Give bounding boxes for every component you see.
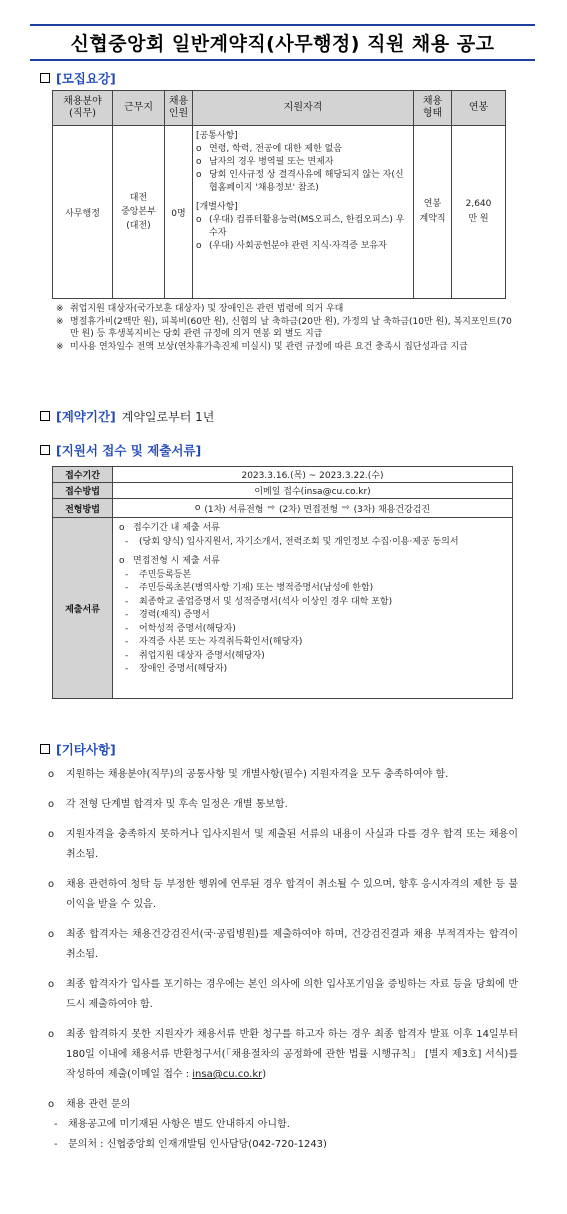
cell-location: 대전 중앙본부 (대전) [113, 126, 165, 299]
section-title: [모집요강] [56, 71, 116, 86]
bullet-mark: o [48, 769, 55, 780]
dash-mark: - [125, 664, 129, 674]
docs-item [119, 636, 506, 650]
section-title: [지원서 접수 및 제출서류] [56, 443, 202, 458]
cell-count: 0명 [165, 126, 193, 299]
contract-period: 계약일로부터 1년 [121, 409, 215, 424]
bullet-mark: o [48, 979, 55, 990]
docs-item-text: 주민등록등본 [139, 569, 192, 580]
table-header-row [53, 91, 506, 126]
bullet-mark: o [196, 170, 202, 180]
docs-item-text: 자격증 사본 또는 자격취득확인서(해당자) [139, 637, 303, 647]
note-text: 취업지원 대상자(국가보훈 대상자) 및 장애인은 관련 법령에 의거 우대 [70, 304, 344, 314]
qual-item [196, 240, 410, 253]
qual-item-text: 당회 인사규정 상 결격사유에 해당되지 않는 자(신협홈페이지 '채용정보' 참조) [209, 170, 404, 193]
list-item: o 채용 관련 문의 [48, 1095, 518, 1115]
bullet-mark: o [48, 799, 55, 810]
method-label: 접수방법 [53, 483, 113, 499]
process-step: (3차) 채용건강검진 [353, 504, 431, 515]
inquiry-list [48, 1115, 518, 1155]
docs-item [119, 650, 506, 664]
section-misc-heading [40, 740, 116, 758]
email-link[interactable]: insa@cu.co.kr [192, 1069, 263, 1080]
bullet-mark: o [196, 241, 202, 251]
misc-list [48, 765, 518, 1155]
section-title: [기타사항] [56, 742, 116, 757]
notes-list [56, 303, 516, 353]
misc-item-text: 각 전형 단계별 합격자 및 후속 일정은 개별 통보함. [66, 799, 288, 810]
cell-type: 연봉 계약직 [414, 126, 452, 299]
docs-item-text: 장애인 증명서(해당자) [139, 664, 228, 674]
bullet-mark: o [196, 215, 202, 225]
docs-value [113, 518, 513, 699]
list-item [48, 925, 518, 965]
table-row [53, 518, 513, 699]
section-apply-heading [40, 441, 201, 459]
qual-item-text: (우대) 사회공헌분야 관련 지식·자격증 보유자 [209, 241, 387, 251]
docs-item [119, 663, 506, 677]
docs-item-text: 어학성적 증명서(해당자) [139, 623, 236, 634]
inquiry-heading: 채용 관련 문의 [66, 1099, 131, 1110]
page-title: 신협중앙회 일반계약직(사무행정) 직원 채용 공고 [30, 24, 535, 61]
bullet-mark: o [48, 929, 55, 940]
note-item [56, 341, 516, 354]
section-title: [계약기간] [56, 409, 116, 424]
col-header: 지원자격 [193, 91, 414, 126]
list-item [48, 975, 518, 1015]
table-row [53, 483, 513, 499]
docs-group-list [119, 536, 506, 550]
list-item [48, 825, 518, 865]
docs-item-text: 경력(재직) 증명서 [139, 610, 210, 620]
note-item [56, 316, 516, 341]
dash-mark: - [125, 569, 129, 580]
qual-common-list [196, 143, 410, 195]
qual-individual-list [196, 214, 410, 253]
list-item: o 최종 합격하지 못한 지원자가 채용서류 반환 청구를 하고자 하는 경우 최종 합격자 발표 이후 14일부터 180일 이내에 채용서류 반환청구서(「채용절차의 공정화에 관한 법률 시행규칙」 [별지 제3호] 서식)를 작성하여 제출(이메일 접수 : insa@cu.co.kr) [48, 1029, 518, 1080]
inquiry-item [54, 1135, 518, 1155]
dash-mark: - [125, 536, 129, 547]
dash-mark: - [125, 583, 129, 593]
bullet-mark: o [48, 829, 55, 840]
bullet-mark: o [194, 503, 201, 513]
cell-field: 사무행정 [53, 126, 113, 299]
cell-salary: 2,640 만 원 [452, 126, 506, 299]
col-header: 연봉 [452, 91, 506, 126]
bullet-mark: o [196, 157, 202, 167]
dash-mark: - [125, 623, 129, 634]
checkbox-square-icon [40, 411, 50, 421]
docs-item-text: (당회 양식) 입사지원서, 자기소개서, 전력조회 및 개인정보 수집·이용·제공 동의서 [139, 536, 459, 547]
col-header: 채용 형태 [414, 91, 452, 126]
process-label: 전형방법 [53, 499, 113, 518]
inquiry-item-text: 문의처 : 신협중앙회 인재개발팀 인사담당(042-720-1243) [68, 1139, 327, 1150]
process-step: (1차) 서류전형 [204, 504, 264, 515]
docs-item-text: 주민등록초본(병역사항 기재) 또는 병적증명서(남성에 한함) [139, 583, 374, 593]
note-mark: ※ [56, 341, 64, 352]
checkbox-square-icon [40, 744, 50, 754]
qual-item [196, 143, 410, 156]
process-flow [113, 502, 512, 515]
apply-table [52, 466, 513, 699]
misc-item-text: 최종 합격자가 입사를 포기하는 경우에는 본인 의사에 의한 입사포기임을 증빙하는 자료 등을 당회에 반드시 제출하여야 함. [66, 979, 518, 1010]
table-row [53, 467, 513, 483]
misc-last-text: 최종 합격하지 못한 지원자가 채용서류 반환 청구를 하고자 하는 경우 최종 합격자 발표 이후 14일부터 180일 이내에 채용서류 반환청구서(「채용절차의 공정화에 관한 법률 시행규칙」 [별지 제3호] 서식)를 작성하여 제출(이메일 접수 : [66, 1029, 518, 1080]
cell-qualifications [193, 126, 414, 299]
list-item [48, 875, 518, 915]
qual-item [196, 156, 410, 169]
dash-mark: - [125, 596, 129, 607]
docs-item-text: 최종학교 졸업증명서 및 성적증명서(석사 이상인 경우 대학 포함) [139, 596, 393, 607]
qual-item [196, 169, 410, 195]
note-text: 미사용 연차일수 전액 보상(연차휴가촉진제 미실시) 및 관련 규정에 따른 요건 충족시 집단성과급 지급 [70, 341, 468, 352]
note-item [56, 303, 516, 316]
process-step: (2차) 면접전형 [279, 504, 339, 515]
bullet-mark: o [48, 879, 55, 890]
docs-item-text: 취업지원 대상자 증명서(해당자) [139, 650, 265, 661]
docs-item [119, 623, 506, 637]
list-item [48, 765, 518, 785]
col-header: 채용 인원 [165, 91, 193, 126]
qual-item [196, 214, 410, 240]
table-row [53, 126, 506, 299]
period-label: 접수기간 [53, 467, 113, 483]
checkbox-square-icon [40, 73, 50, 83]
dash-mark: - [125, 610, 129, 620]
misc-item-text: 채용 관련하여 청탁 등 부정한 행위에 연루된 경우 합격이 취소될 수 있으며, 향후 응시자격의 제한 등 불이익을 받을 수 있음. [66, 879, 518, 910]
checkbox-square-icon [40, 445, 50, 455]
process-value [113, 499, 513, 518]
arrow-right-icon: ⇨ [267, 503, 276, 513]
dash-mark: - [54, 1139, 58, 1150]
docs-label: 제출서류 [53, 518, 113, 699]
docs-group-heading: o 접수기간 내 제출 서류 [119, 523, 220, 533]
docs-item [119, 609, 506, 623]
note-mark: ※ [56, 304, 64, 314]
docs-item [119, 569, 506, 583]
dash-mark: - [54, 1119, 58, 1130]
docs-item [119, 582, 506, 596]
section-contract-heading [40, 407, 214, 425]
period-value: 2023.3.16.(목) ~ 2023.3.22.(수) [113, 467, 513, 483]
bullet-mark: o [196, 144, 202, 154]
col-header: 채용분야 (직무) [53, 91, 113, 126]
docs-item [119, 596, 506, 610]
section-recruit-heading [40, 69, 116, 87]
recruit-table [52, 90, 506, 299]
qual-item-text: 남자의 경우 병역필 또는 면제자 [209, 157, 334, 167]
arrow-right-icon: ⇨ [342, 503, 350, 513]
inquiry-item-text: 채용공고에 미기재된 사항은 별도 안내하지 아니함. [68, 1119, 290, 1130]
qual-common-heading: [공통사항] [196, 131, 238, 141]
misc-item-text: 지원하는 채용분야(직무)의 공통사항 및 개별사항(필수) 지원자격을 모두 충족하여야 함. [66, 769, 449, 780]
docs-group-heading: o 면접전형 시 제출 서류 [119, 556, 220, 566]
note-mark: ※ [56, 316, 64, 327]
note-text: 명절휴가비(2백만 원), 피복비(60만 원), 신협의 날 축하금(20만 원), 가정의 날 축하금(10만 원), 복지포인트(70만 원) 등 후생복지비는 당회 관련 규정에 의거 연봉 외 별도 지급 [70, 316, 512, 339]
docs-group-list [119, 569, 506, 677]
qual-item-text: (우대) 컴퓨터활용능력(MS오피스, 한컴오피스) 우수자 [209, 215, 405, 238]
qual-item-text: 연령, 학력, 전공에 대한 제한 없음 [209, 144, 343, 154]
misc-item-text: 최종 합격자는 채용건강검진서(국·공립병원)를 제출하여야 하며, 건강검진결과 채용 부적격자는 합격이 취소됨. [66, 929, 518, 960]
method-value: 이메일 접수(insa@cu.co.kr) [113, 483, 513, 499]
col-header: 근무지 [113, 91, 165, 126]
docs-item [119, 536, 506, 550]
list-item [48, 795, 518, 815]
table-row [53, 499, 513, 518]
qual-individual-heading: [개별사항] [196, 202, 238, 212]
dash-mark: - [125, 637, 129, 647]
inquiry-item [54, 1115, 518, 1135]
dash-mark: - [125, 650, 129, 661]
misc-item-text: 지원자격을 충족하지 못하거나 입사지원서 및 제출된 서류의 내용이 사실과 다를 경우 합격 또는 채용이 취소됨. [66, 829, 518, 860]
